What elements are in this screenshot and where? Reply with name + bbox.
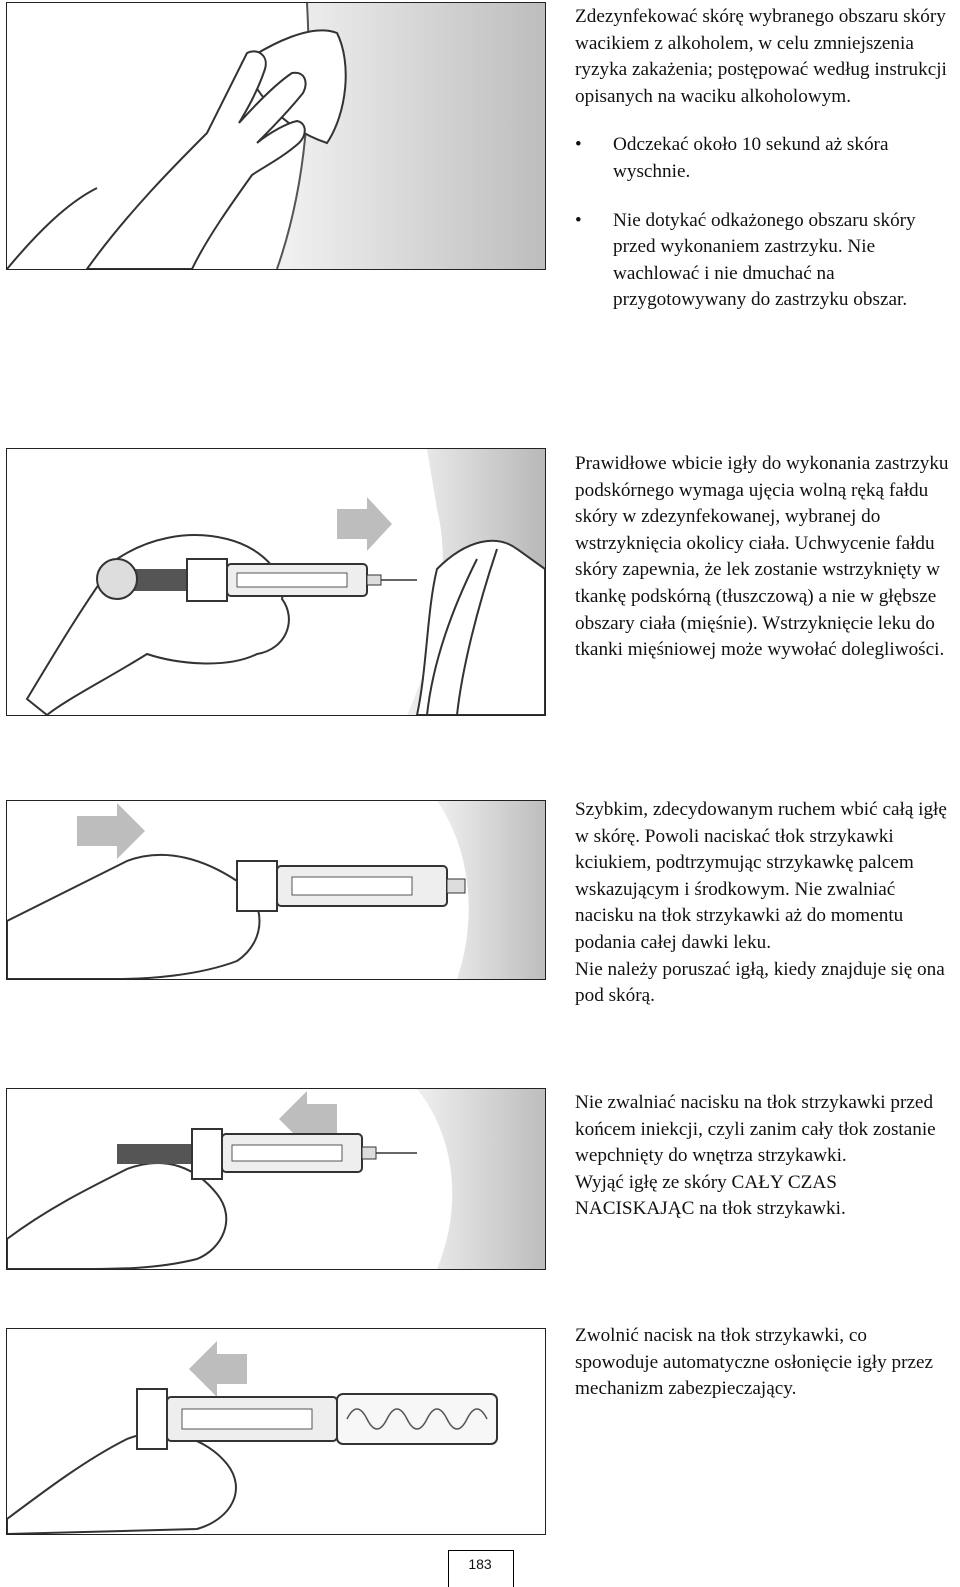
step-1-bullet-list bbox=[575, 132, 953, 314]
step-1-paragraph: Zdezynfekować skórę wybranego obszaru skóry wacikiem z alkoholem, w celu zmniejszenia ryzyka zakażenia; postępować według instrukcji opisanych na waciku alkoholowym. bbox=[575, 6, 947, 107]
step-1-bullet: • Odczekać około 10 sekund aż skóra wyschnie. bbox=[575, 132, 953, 185]
step-3-text bbox=[575, 797, 953, 1010]
step-4-paragraph: Nie zwalniać nacisku na tłok strzykawki przed końcem iniekcji, czyli zanim cały tłok zostanie wepchnięty do wnętrza strzykawki. bbox=[575, 1092, 936, 1167]
illustration-skin-disinfection bbox=[6, 2, 546, 270]
page-number: 183 bbox=[468, 1556, 492, 1572]
step-3-paragraph: Szybkim, zdecydowanym ruchem wbić całą igłę w skórę. Powoli naciskać tłok strzykawki kciukiem, podtrzymując strzykawkę palcem wskazującym i środkowym. Nie zwalniać nacisku na tłok strzykawki aż do momentu podania całej dawki leku. bbox=[575, 799, 947, 953]
step-4-text bbox=[575, 1090, 953, 1223]
step-5-text bbox=[575, 1323, 953, 1403]
illustration-insert-needle bbox=[6, 800, 546, 980]
step-5-paragraph: Zwolnić nacisk na tłok strzykawki, co spowoduje automatyczne osłonięcie igły przez mechanizm zabezpieczający. bbox=[575, 1325, 934, 1400]
illustration-needle-shield bbox=[6, 1328, 546, 1535]
step-2-text bbox=[575, 451, 953, 664]
step-3-paragraph: Nie należy poruszać igłą, kiedy znajduje się ona pod skórą. bbox=[575, 958, 945, 1007]
step-1-bullet: • Nie dotykać odkażonego obszaru skóry przed wykonaniem zastrzyku. Nie wachlować i nie dmuchać na przygotowywany do zastrzyku obszar. bbox=[575, 208, 953, 314]
step-4-paragraph: Wyjąć igłę ze skóry CAŁY CZAS NACISKAJĄC na tłok strzykawki. bbox=[575, 1171, 846, 1220]
step-1-text bbox=[575, 4, 953, 314]
step-2-paragraph: Prawidłowe wbicie igły do wykonania zastrzyku podskórnego wymaga ujęcia wolną ręką fałdu skóry w zdezynfekowanej, wybranej do wstrzyknięcia okolicy ciała. Uchwycenie fałdu skóry zapewnia, że lek zostanie wstrzyknięty w tkankę podskórną (tłuszczową) a nie w głębsze obszary ciała (mięśnie). Wstrzyknięcie leku do tkanki mięśniowej może wywołać dolegliwości. bbox=[575, 453, 949, 661]
illustration-pinch-skin-fold bbox=[6, 448, 546, 716]
illustration-withdraw-needle bbox=[6, 1088, 546, 1270]
